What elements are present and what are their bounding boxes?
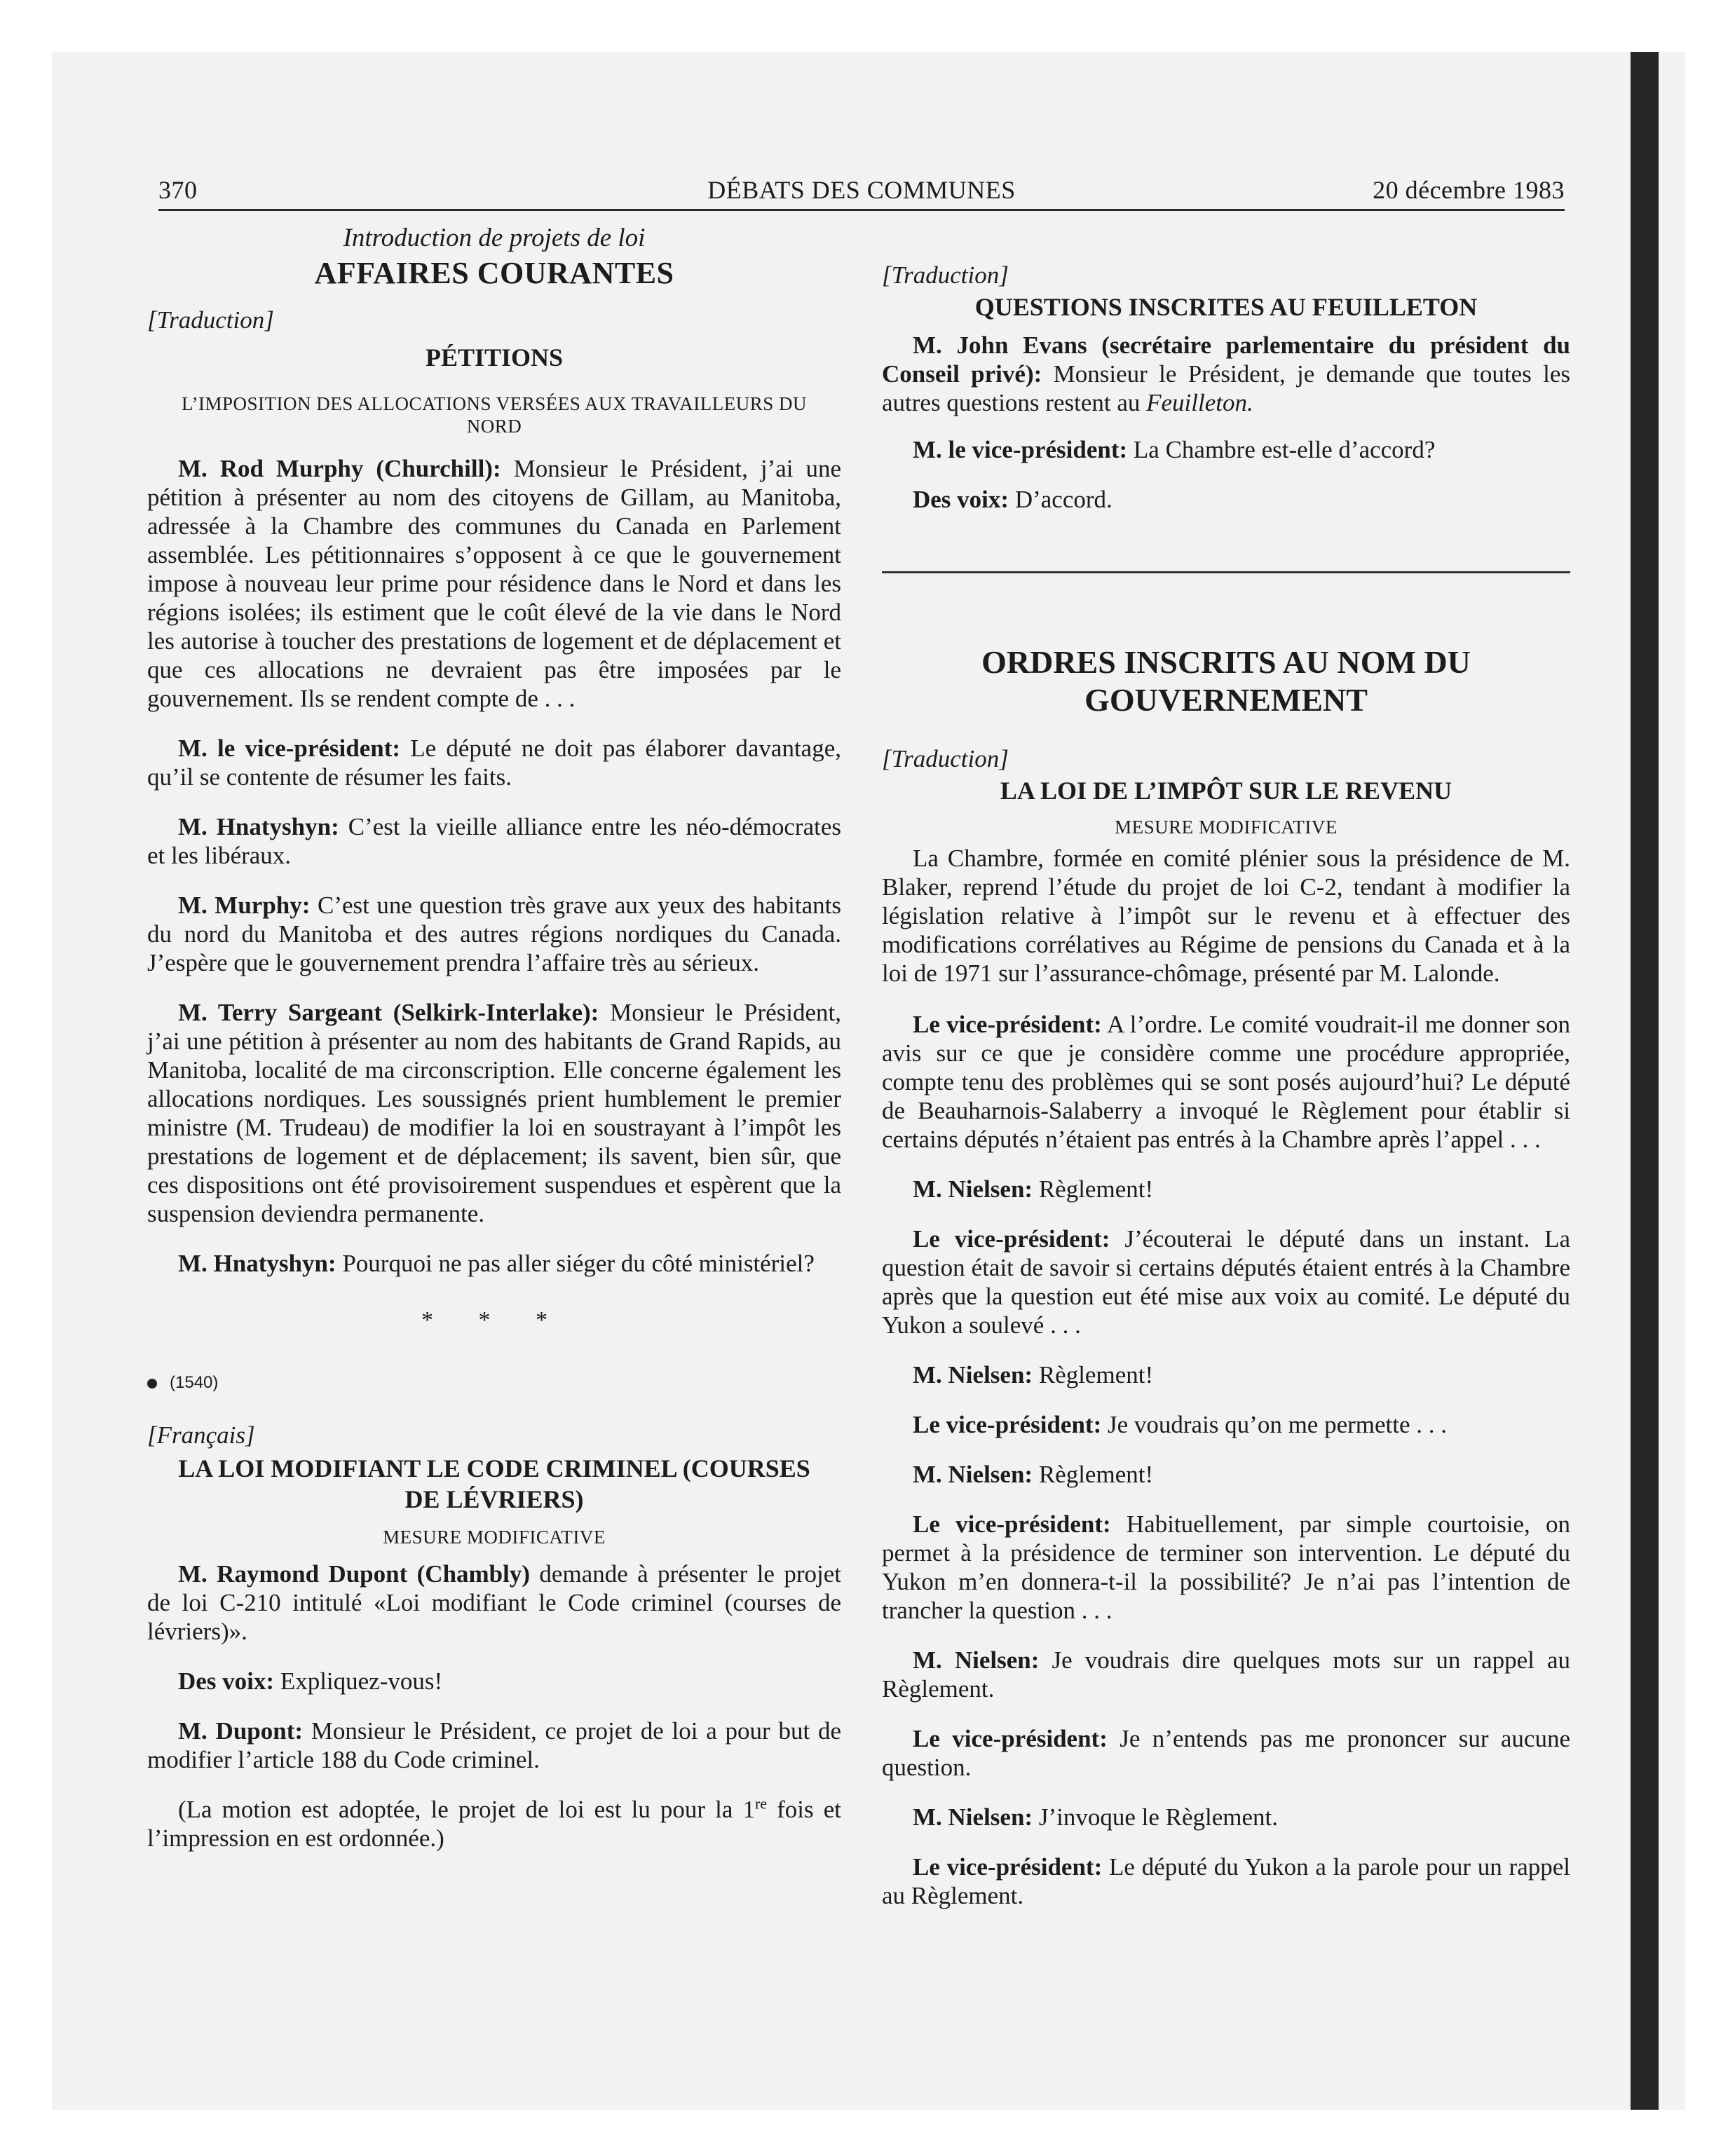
questions-title: QUESTIONS INSCRITES AU FEUILLETON (974, 293, 1478, 321)
section-title-affaires-courantes: AFFAIRES COURANTES (314, 256, 674, 290)
speech-paragraph (882, 1510, 1570, 1625)
speech-paragraph (147, 1717, 841, 1774)
section-divider (882, 571, 1570, 573)
speech-text: Je voudrais dire quelques mots sur un rappel au Règlement. (882, 1646, 1570, 1703)
speech-paragraph (147, 734, 841, 791)
speaker-name: M. Nielsen: (913, 1175, 1033, 1203)
speech-paragraph (147, 812, 841, 870)
time-marker (147, 1368, 841, 1397)
speaker-name: M. Rod Murphy (Churchill): (178, 455, 501, 482)
speech-paragraph (882, 485, 1570, 514)
speech-text: Monsieur le Président, j’ai une pétition à présenter au nom des citoyens de Gillam, au Manitoba, adressée à la Chambre des communes du Canada en Parlement assemblée. Les pétitionnaires s’opposent à ce que le gouvernement impose à nouveau leur prime pour résidence dans le Nord et dans les régions isolées; ils estiment que le coût élevé de la vie dans le Nord les autorise à toucher des prestations de logement et de déplacement et que ces allocations ne devraient pas être imposées par le gouvernement. Ils se rendent compte de . . . (147, 455, 841, 712)
speech-text-italic: Feuilleton. (1146, 389, 1253, 416)
right-column (882, 223, 1570, 1910)
speaker-name: Le vice-président: (913, 1011, 1102, 1038)
speech-text: J’écouterai le député dans un instant. La question était de savoir si certains députés étaient entrés à la Chambre après que la question eut été mise aux voix au comité. Le député du Yukon a soulevé . . . (882, 1225, 1571, 1339)
speech-text: Je voudrais qu’on me permette . . . (1107, 1411, 1448, 1438)
tax-act-title: LA LOI DE L’IMPÔT SUR LE REVENU (1000, 777, 1452, 805)
speaker-name: M. Nielsen: (913, 1361, 1033, 1389)
motion-text-start: (La motion est adoptée, le projet de loi est lu pour la 1 (178, 1796, 755, 1823)
speech-text: Expliquez-vous! (280, 1667, 443, 1695)
speech-paragraph (882, 1175, 1570, 1203)
speech-paragraph (147, 1560, 841, 1646)
page-header (158, 175, 1565, 211)
speech-paragraph (882, 1853, 1570, 1910)
speech-paragraph (882, 331, 1570, 417)
speech-text: Règlement! (1038, 1461, 1154, 1488)
speech-paragraph (882, 1010, 1570, 1154)
translation-note: [Traduction] (882, 745, 1009, 772)
binding-edge (1631, 52, 1659, 2110)
speaker-name: Le vice-président: (913, 1510, 1111, 1538)
speech-paragraph (147, 998, 841, 1228)
speech-paragraph (882, 1224, 1570, 1339)
speech-text: C’est la vieille alliance entre les néo-démocrates et les libéraux. (147, 813, 842, 869)
left-column (147, 223, 841, 1853)
speech-text: C’est une question très grave aux yeux des habitants du nord du Manitoba et des autres régions nordiques du Canada. J’espère que le gouvernement prendra l’affaire très au sérieux. (147, 892, 842, 976)
speaker-name: M. le vice-président: (913, 436, 1128, 463)
speech-paragraph (147, 1667, 841, 1696)
tax-act-subtitle: MESURE MODIFICATIVE (1115, 817, 1338, 838)
speaker-name: Des voix: (178, 1667, 275, 1695)
speech-paragraph (882, 1410, 1570, 1439)
speaker-name: M. Murphy: (178, 892, 311, 919)
speaker-name: M. le vice-président: (178, 735, 401, 762)
speaker-name: M. Nielsen: (913, 1646, 1040, 1674)
page-date: 20 décembre 1983 (1373, 176, 1565, 204)
speaker-name: M. Hnatyshyn: (178, 1250, 336, 1277)
speech-paragraph (882, 1724, 1570, 1782)
section-heading-intro: Introduction de projets de loi (343, 224, 646, 252)
speech-text: Habituellement, par simple courtoisie, on permet à la présidence de terminer son intervention. Le député du Yukon m’en donnera-t-il la possibilité? Je n’ai pas l’intention de trancher la question . . . (882, 1510, 1570, 1624)
speech-text: Je n’entends pas me prononcer sur aucune question. (882, 1725, 1570, 1781)
speaker-name: M. Nielsen: (913, 1461, 1033, 1488)
speech-paragraph (147, 891, 841, 977)
narrative-paragraph: La Chambre, formée en comité plénier sous la présidence de M. Blaker, reprend l’étude du projet de loi C-2, tendant à modifier la législation relative à l’impôt sur le revenu et à effectuer des modifications corrélatives au Régime de pensions du Canada et à la loi de 1971 sur l’assurance-chômage, présenté par M. Lalonde. (882, 845, 1570, 987)
speaker-name: M. Dupont: (178, 1717, 304, 1745)
speech-text: J’invoque le Règlement. (1038, 1803, 1278, 1831)
publication-title: DÉBATS DES COMMUNES (707, 176, 1016, 204)
speech-text: La Chambre est-elle d’accord? (1133, 436, 1436, 463)
petitions-title: PÉTITIONS (425, 343, 564, 371)
section-title-ordres: ORDRES INSCRITS AU NOM DU GOUVERNEMENT (981, 644, 1471, 718)
motion-text-end: fois et l’impression en est ordonnée.) (147, 1796, 841, 1852)
speaker-name: M. Terry Sargeant (Selkirk-Interlake): (178, 999, 599, 1026)
speech-text: Le député ne doit pas élaborer davantage, qu’il se contente de résumer les faits. (147, 735, 842, 791)
speech-text: demande à présenter le projet de loi C-210 intitulé «Loi modifiant le Code criminel (courses de lévriers)». (147, 1560, 841, 1645)
speech-paragraph (882, 1646, 1570, 1703)
speech-text: D’accord. (1014, 486, 1113, 513)
petition-subject: L’IMPOSITION DES ALLOCATIONS VERSÉES AUX TRAVAILLEURS DU NORD (181, 393, 808, 437)
language-note: [Français] (147, 1421, 255, 1449)
speech-text: Règlement! (1038, 1175, 1154, 1203)
speech-paragraph (882, 1460, 1570, 1489)
ordinal-suffix: re (754, 1794, 768, 1813)
speaker-name: M. Nielsen: (913, 1803, 1033, 1831)
section-break-stars: * * * (421, 1307, 567, 1333)
motion-paragraph (147, 1795, 841, 1853)
speech-text: Monsieur le Président, j’ai une pétition à présenter au nom des habitants de Grand Rapids, au Manitoba, localité de ma circonscription. Elle concerne également les allocations nordiques. Les soussignés prient humblement le premier ministre (M. Trudeau) de modifier la loi en soustrayant à l’impôt les prestations de logement et de déplacement; ils savent, bien sûr, que ces dispositions ont été provisoirement suspendues et espèrent que la suspension deviendra permanente. (147, 999, 841, 1227)
speaker-name: M. John Evans (secrétaire parlementaire du président du Conseil privé): (882, 332, 1570, 388)
speaker-name: Le vice-président: (913, 1853, 1103, 1881)
speech-text: Monsieur le Président, ce projet de loi a pour but de modifier l’article 188 du Code criminel. (147, 1717, 841, 1773)
bullet-dot-icon (147, 1379, 157, 1389)
speech-paragraph (147, 454, 841, 713)
speech-paragraph (147, 1249, 841, 1278)
speaker-name: M. Hnatyshyn: (178, 813, 339, 840)
speech-text: Pourquoi ne pas aller siéger du côté ministériel? (342, 1250, 815, 1277)
speech-text: Le député du Yukon a la parole pour un rappel au Règlement. (882, 1853, 1571, 1909)
speaker-name: M. Raymond Dupont (Chambly) (178, 1560, 531, 1588)
page-number: 370 (158, 176, 198, 204)
speaker-name: Des voix: (913, 486, 1009, 513)
speaker-name: Le vice-président: (913, 1225, 1110, 1253)
time-marker-text: (1540) (170, 1373, 219, 1392)
translation-note: [Traduction] (882, 261, 1009, 289)
speech-paragraph (882, 1360, 1570, 1389)
speech-paragraph (882, 1803, 1570, 1831)
speech-text: A l’ordre. Le comité voudrait-il me donner son avis sur ce que je considère comme une procédure appropriée, compte tenu des problèmes qui se sont posés aujourd’hui? Le député de Beauharnois-Salaberry a invoqué le Règlement pour établir si certains députés n’étaient pas entrés à la Chambre après l’appel . . . (882, 1011, 1570, 1153)
translation-note: [Traduction] (147, 306, 274, 334)
speech-text: Monsieur le Président, je demande que toutes les autres questions restent au (882, 360, 1571, 416)
bill-title: LA LOI MODIFIANT LE CODE CRIMINEL (COURSES DE LÉVRIERS) (178, 1454, 810, 1513)
speaker-name: Le vice-président: (913, 1725, 1108, 1752)
bill-subtitle: MESURE MODIFICATIVE (383, 1527, 606, 1548)
speaker-name: Le vice-président: (913, 1411, 1102, 1438)
speech-text: Règlement! (1038, 1361, 1154, 1389)
speech-paragraph (882, 435, 1570, 464)
